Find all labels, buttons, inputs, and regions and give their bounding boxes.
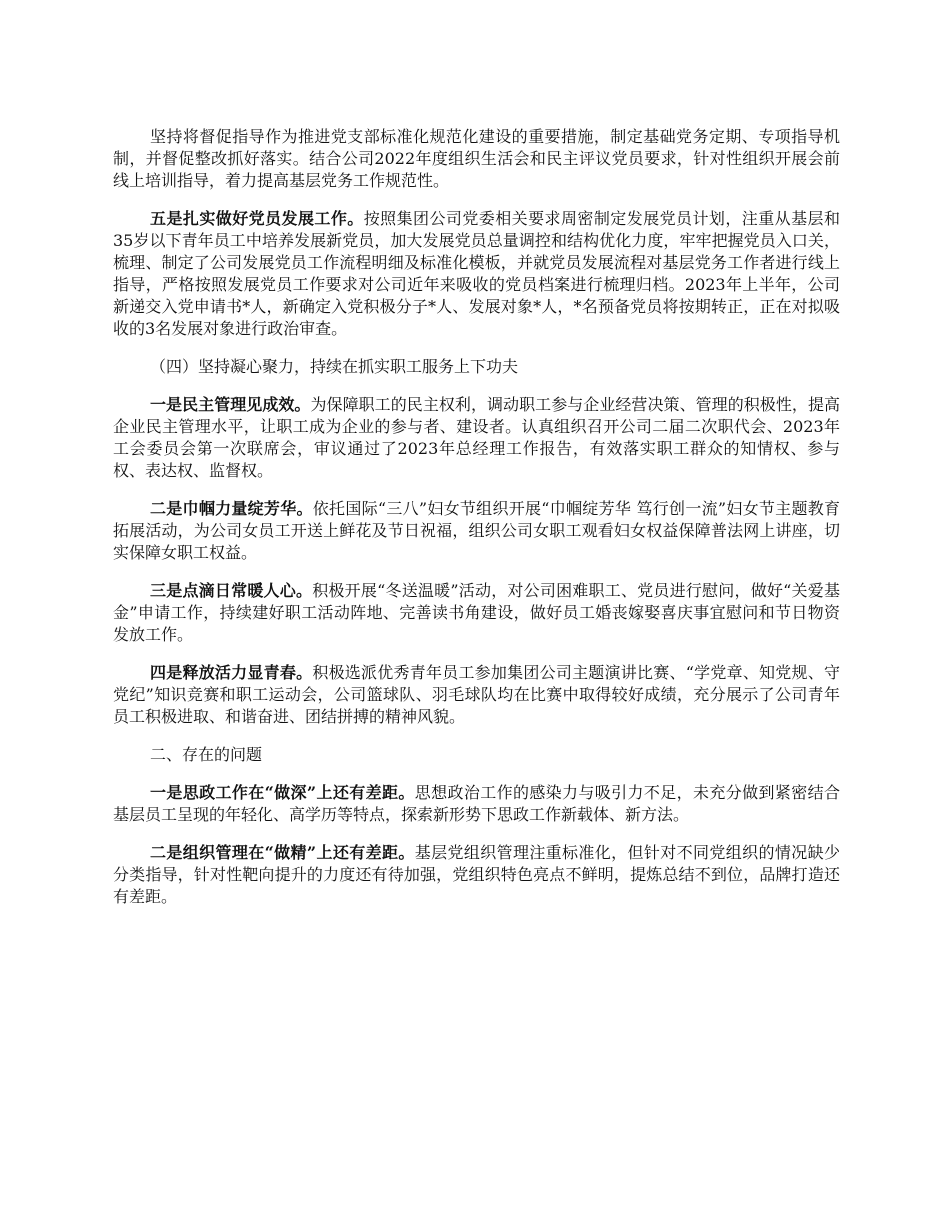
paragraph-youth-vitality	[113, 662, 840, 728]
paragraph-lead: 二是巾帼力量绽芳华。	[150, 499, 313, 518]
paragraph-text: 坚持将督促指导作为推进党支部标准化规范化建设的重要措施，制定基础党务定期、专项指导机制，并督促整改抓好落实。结合公司2022年度组织生活会和民主评议党员要求，针对性组织开展会前线上培训指导，着力提高基层党务工作规范性。	[113, 127, 840, 190]
paragraph-text: 基层党组织管理注重标准化，但针对不同党组织的情况缺少分类指导，针对性靶向提升的力度还有待加强，党组织特色亮点不鲜明，提炼总结不到位，品牌打造还有差距。	[113, 843, 840, 906]
paragraph-party-member-development	[113, 208, 840, 340]
paragraph-text: 思想政治工作的感染力与吸引力不足，未充分做到紧密结合基层员工呈现的年轻化、高学历等特点，探索新形势下思政工作新载体、新方法。	[113, 783, 840, 824]
paragraph-womens-day	[113, 498, 840, 564]
paragraph-organization-management-gap	[113, 842, 840, 908]
paragraph-text: 按照集团公司党委相关要求周密制定发展党员计划，注重从基层和35岁以下青年员工中培养发展新党员，加大发展党员总量调控和结构优化力度，牢牢把握党员入口关，梳理、制定了公司发展党员工作流程明细及标准化模板，并就党员发展流程对基层党务工作者进行线上指导，严格按照发展党员工作要求对公司近年来吸收的党员档案进行梳理归档。2023年上半年，公司新递交入党申请书*人，新确定入党积极分子*人、发展对象*人，*名预备党员将按期转正，正在对拟吸收的3名发展对象进行政治审查。	[113, 209, 840, 338]
paragraph-democratic-management	[113, 394, 840, 482]
paragraph-lead: 一是思政工作在“做深”上还有差距。	[150, 783, 415, 802]
document-page	[113, 126, 840, 924]
paragraph-supervision	[113, 126, 840, 192]
section-heading-employee-service	[113, 356, 840, 378]
paragraph-text: 依托国际“三八”妇女节组织开展“巾帼绽芳华 笃行创一流”妇女节主题教育拓展活动，为公司女员工开送上鲜花及节日祝福，组织公司女职工观看妇女权益保障普法网上讲座，切实保障女职工权益。	[113, 499, 840, 562]
paragraph-lead: 一是民主管理见成效。	[150, 395, 311, 414]
section-heading-problems	[113, 744, 840, 766]
paragraph-warmth	[113, 580, 840, 646]
paragraph-ideological-work-gap	[113, 782, 840, 826]
paragraph-text: 二、存在的问题	[150, 745, 263, 764]
paragraph-lead: 四是释放活力显青春。	[150, 663, 313, 682]
paragraph-lead: 二是组织管理在“做精”上还有差距。	[150, 843, 415, 862]
paragraph-text: 积极选派优秀青年员工参加集团公司主题演讲比赛、“学党章、知党规、守党纪”知识竞赛和职工运动会，公司篮球队、羽毛球队均在比赛中取得较好成绩，充分展示了公司青年员工积极进取、和谐奋进、团结拼搏的精神风貌。	[113, 663, 840, 726]
paragraph-text: 为保障职工的民主权利，调动职工参与企业经营决策、管理的积极性，提高企业民主管理水平，让职工成为企业的参与者、建设者。认真组织召开公司二届二次职代会、2023年工会委员会第一次联席会，审议通过了2023年总经理工作报告，有效落实职工群众的知情权、参与权、表达权、监督权。	[113, 395, 840, 480]
paragraph-lead: 五是扎实做好党员发展工作。	[150, 209, 364, 228]
paragraph-text: （四）坚持凝心聚力，持续在抓实职工服务上下功夫	[150, 357, 519, 376]
paragraph-lead: 三是点滴日常暖人心。	[150, 581, 313, 600]
paragraph-text: 积极开展“冬送温暖”活动，对公司困难职工、党员进行慰问，做好“关爱基金”申请工作，持续建好职工活动阵地、完善读书角建设，做好员工婚丧嫁娶喜庆事宜慰问和节日物资发放工作。	[113, 581, 840, 644]
